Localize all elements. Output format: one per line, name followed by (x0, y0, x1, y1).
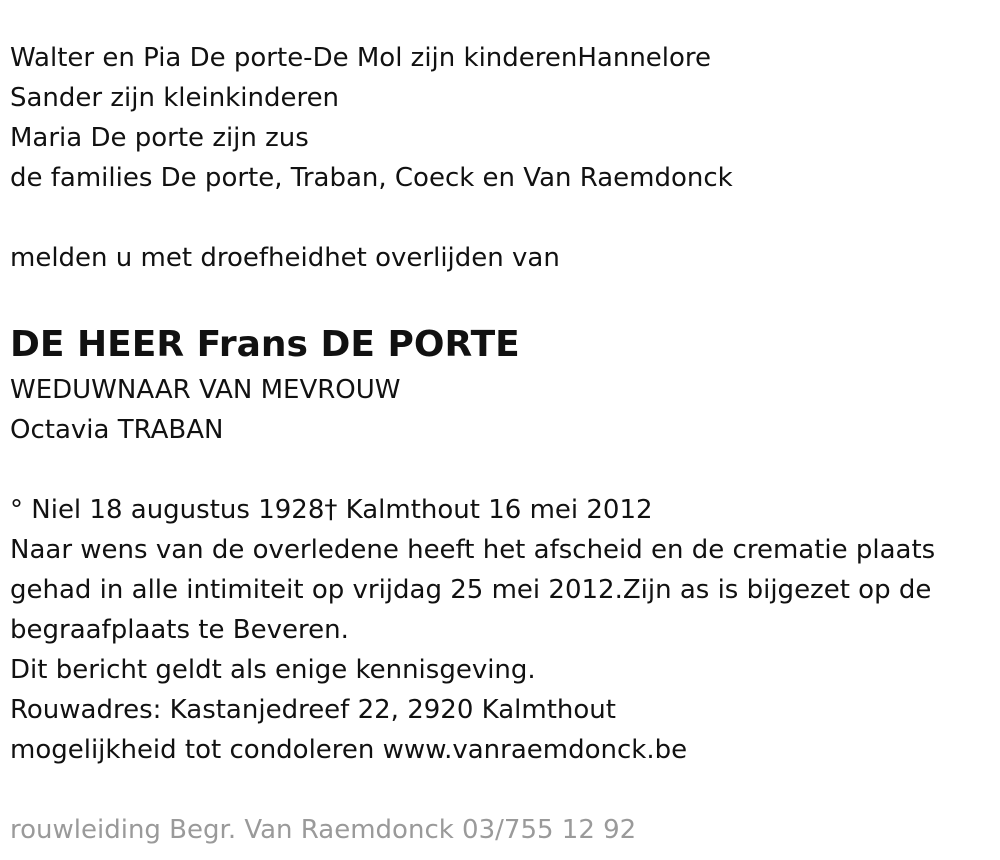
family-line-grandchildren: Sander zijn kleinkinderen (10, 83, 340, 113)
details-line-wish: Naar wens van de overledene heeft het afscheid en de crematie plaats (10, 535, 936, 565)
birth-death-dates: ° Niel 18 augustus 1928† Kalmthout 16 mei 2012 (10, 495, 653, 525)
details-line-cemetery: begraafplaats te Beveren. (10, 615, 349, 645)
spacer (10, 450, 1000, 490)
spacer (10, 278, 1000, 318)
mourning-address: Rouwadres: Kastanjedreef 22, 2920 Kalmthout (10, 695, 616, 725)
details-block (10, 530, 1000, 770)
family-block (10, 38, 1000, 198)
announcement-text: melden u met droefheidhet overlijden van (10, 243, 560, 273)
deceased-name: DE HEER Frans DE PORTE (10, 324, 520, 365)
deceased-title: WEDUWNAAR VAN MEVROUW (10, 375, 401, 405)
family-line-children: Walter en Pia De porte-De Mol zijn kinderenHannelore (10, 43, 712, 73)
details-line-notice: Dit bericht geldt als enige kennisgeving. (10, 655, 536, 685)
spacer (10, 770, 1000, 810)
family-line-sister: Maria De porte zijn zus (10, 123, 309, 153)
spacer (10, 198, 1000, 238)
details-line-ceremony: gehad in alle intimiteit op vrijdag 25 mei 2012.Zijn as is bijgezet op de (10, 575, 932, 605)
spouse-name: Octavia TRABAN (10, 415, 224, 445)
family-line-families: de families De porte, Traban, Coeck en Van Raemdonck (10, 163, 733, 193)
deceased-block (10, 320, 1000, 450)
condolence-link[interactable]: mogelijkheid tot condoleren www.vanraemdonck.be (10, 735, 688, 765)
funeral-director-footer: rouwleiding Begr. Van Raemdonck 03/755 12 92 (10, 815, 637, 845)
